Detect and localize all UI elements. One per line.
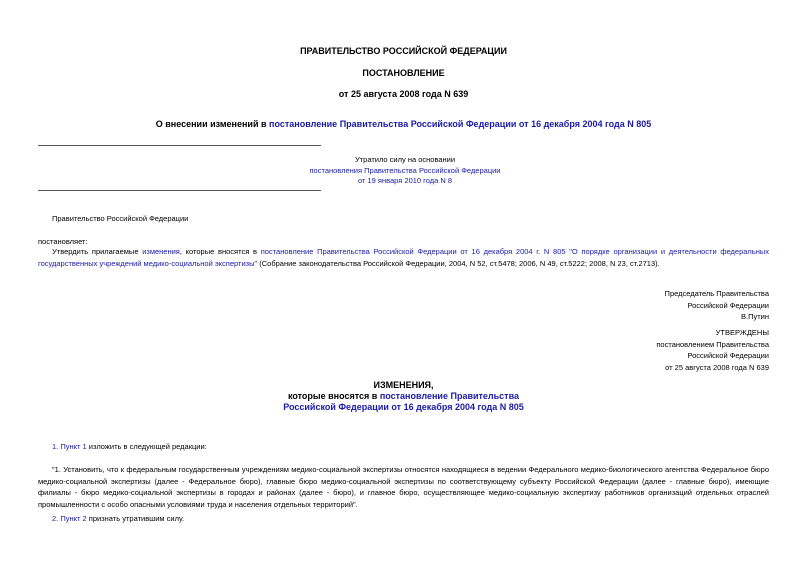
- government-subject: Правительство Российской Федерации: [52, 214, 189, 223]
- changes-link[interactable]: изменения: [142, 247, 180, 256]
- item-1-quote: "1. Установить, что к федеральным государственным учреждениям медико-социальной экспертизы относятся находящиеся в ведении Федерального медико-биологического агентства Федеральное бюро медико-социальной экспертизы (далее - Федеральное бюро), главные бюро медико-социальной экспертизы по соответствующему субъекту Российской Федерации (далее - главные бюро), имеющие филиалы - бюро медико-социальной экспертизы в городах и районах (далее - бюро), и главное бюро, осуществляющее медико-социальную экспертизу работников организаций отдельных отраслей промышленности с особо опасными условиями труда и населения отдельных территорий".: [38, 465, 769, 509]
- changes-title: ИЗМЕНЕНИЯ,: [373, 380, 434, 390]
- item-1: [52, 441, 207, 453]
- status-line: Утратило силу на основании: [354, 155, 456, 164]
- status-link-1[interactable]: постановления Правительства Российской Федерации: [309, 165, 501, 175]
- approve-text-2: , которые вносятся в: [179, 247, 261, 256]
- decree-805-link[interactable]: постановление Правительства Российской Федерации от 16 декабря 2004 г. N 805 "О порядке организации и деятельности федеральных государственных учреждений медико-социальной экспертизы": [38, 247, 769, 268]
- approved-line-2: постановлением Правительства: [656, 339, 769, 349]
- item-2-text: признать утратившим силу.: [86, 514, 185, 523]
- item-1-link[interactable]: Пункт 1: [60, 442, 87, 451]
- title-prefix: О внесении изменений в: [155, 119, 270, 129]
- item-2-link[interactable]: Пункт 2: [60, 514, 87, 523]
- approve-text-3: (Собрание законодательства Российской Федерации, 2004, N 52, ст.5478; 2006, N 49, ст.5222; 2008, N 23, ст.2713).: [257, 258, 660, 268]
- changes-subtitle-link-1[interactable]: постановление Правительства: [379, 391, 520, 401]
- divider-bottom: [38, 190, 321, 191]
- item-1-text: изложить в следующей редакции:: [86, 442, 207, 451]
- signature-title-2: Российской Федерации: [687, 300, 769, 310]
- title-link[interactable]: постановление Правительства Российской Федерации от 16 декабря 2004 года N 805: [269, 119, 652, 129]
- government-name: ПРАВИТЕЛЬСТВО РОССИЙСКОЙ ФЕДЕРАЦИИ: [300, 46, 507, 56]
- changes-subtitle-prefix: которые вносятся в: [287, 391, 380, 401]
- signature-name: В.Путин: [741, 312, 769, 321]
- approved-heading: УТВЕРЖДЕНЫ: [715, 328, 769, 337]
- approve-paragraph: [38, 246, 769, 269]
- item-2: [52, 513, 184, 525]
- approved-line-3: Российской Федерации: [687, 351, 769, 360]
- signature-title-1: Председатель Правительства: [664, 289, 769, 298]
- changes-subtitle-1: [0, 391, 807, 401]
- document-type: ПОСТАНОВЛЕНИЕ: [362, 68, 445, 78]
- approved-block: [656, 327, 769, 373]
- approve-text-1: Утвердить прилагаемые: [52, 247, 143, 256]
- signature-block: [665, 288, 769, 323]
- status-note: [300, 155, 510, 187]
- item-2-number: 2.: [52, 514, 61, 523]
- approved-line-4: от 25 августа 2008 года N 639: [665, 362, 769, 372]
- item-1-number: 1.: [52, 442, 61, 451]
- changes-subtitle-link-2[interactable]: Российской Федерации от 16 декабря 2004 года N 805: [283, 402, 524, 412]
- document-title: [0, 119, 807, 129]
- document-date: от 25 августа 2008 года N 639: [338, 89, 469, 99]
- divider-top: [38, 145, 321, 146]
- resolves-text: постановляет:: [38, 237, 88, 246]
- status-link-2[interactable]: от 19 января 2010 года N 8: [357, 176, 453, 185]
